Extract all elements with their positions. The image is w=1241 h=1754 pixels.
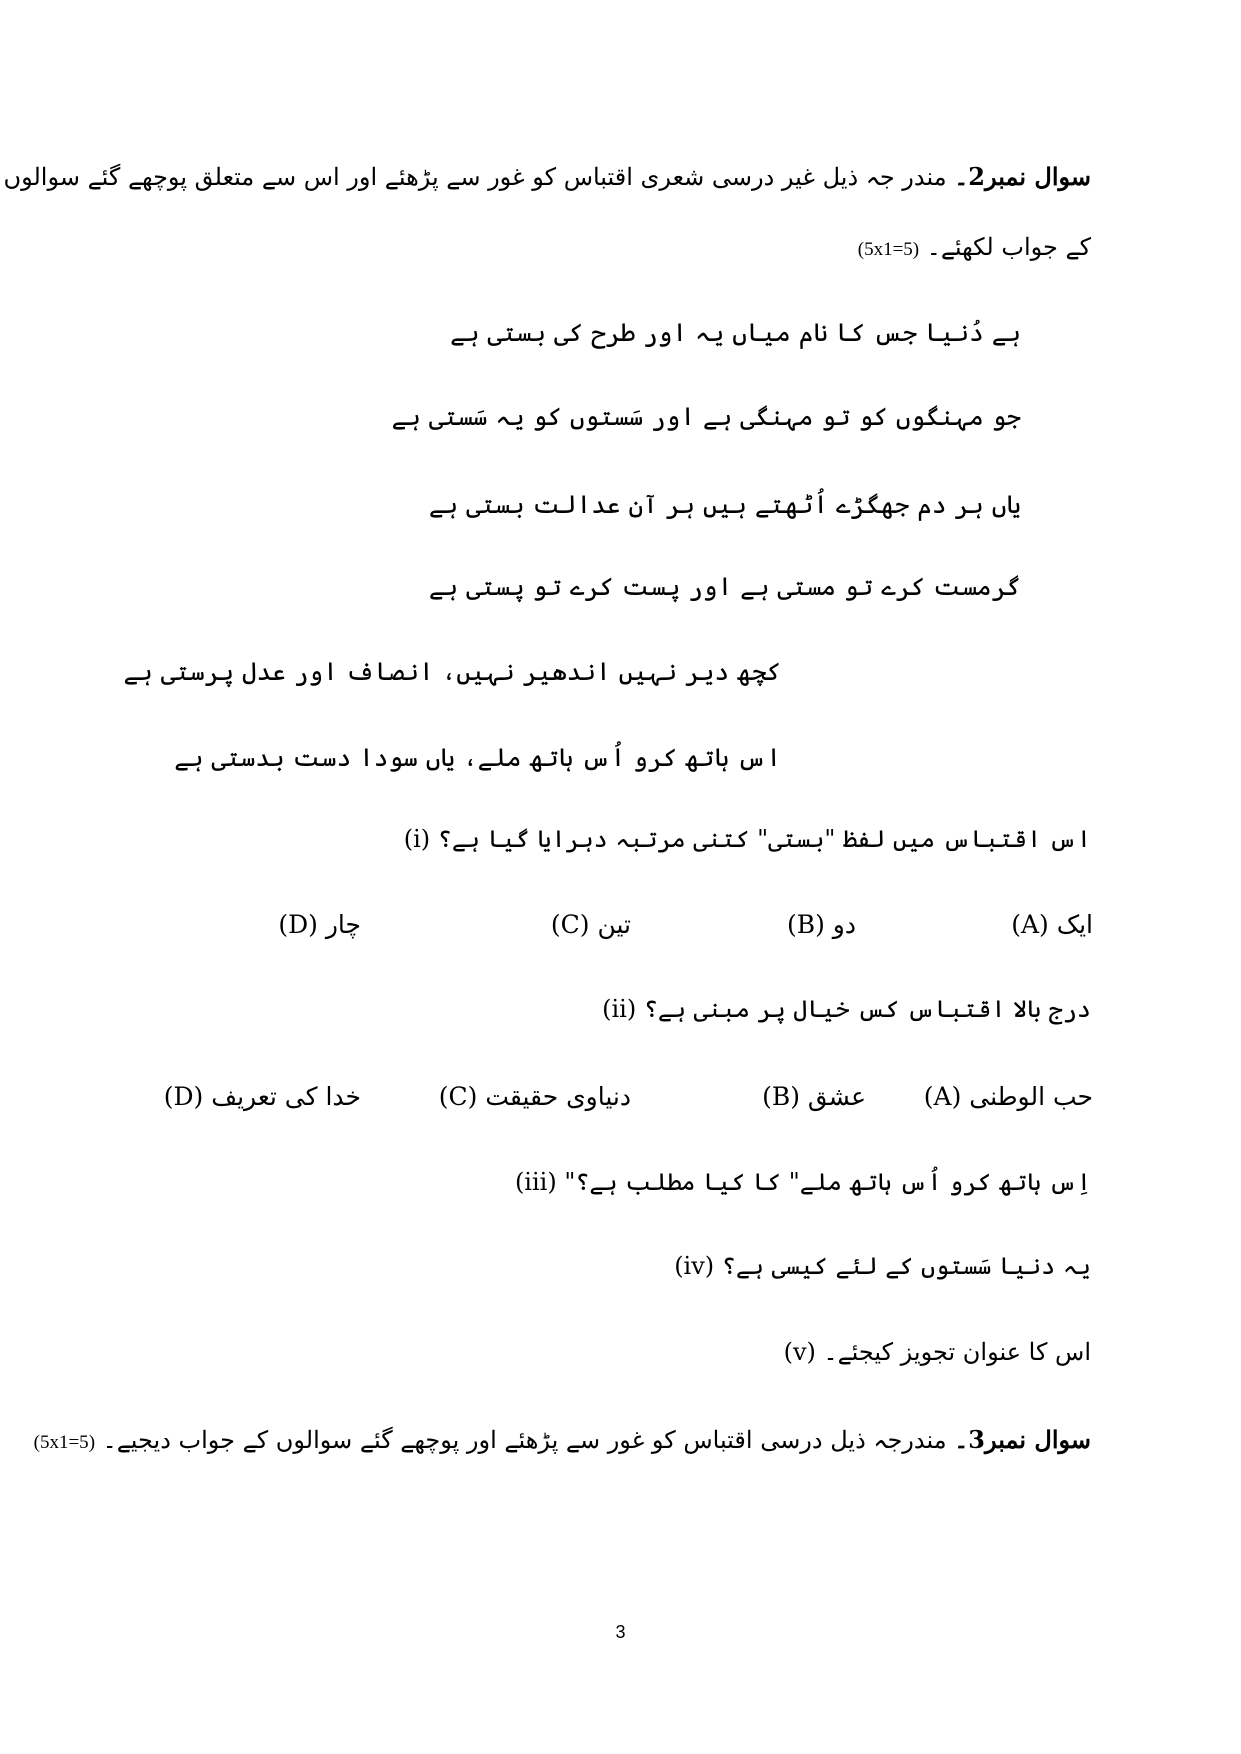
question-2-text: مندر جہ ذیل غیر درسی شعری اقتباس کو غور سے پڑھئے اور اس سے متعلق پوچھے گئے سوالوں [3,163,947,191]
option-d: (D) چار [278,910,361,939]
verse-line: اس ہاتھ کرو اُس ہاتھ ملے، یاں سودا دست بدستی ہے [174,743,781,772]
verse-line: کچھ دیر نہیں اندھیر نہیں، انصاف اور عدل پرستی ہے [123,657,781,686]
option-b: (B) دو [786,910,856,939]
question-2-label: سوال نمبر2۔ [954,162,1091,191]
question-3-marks: (5x1=5) [33,1432,96,1453]
option-c: (C) تین [550,910,631,939]
page-number: 3 [615,1622,626,1642]
sub-question-5: (v) اس کا عنوان تجویز کیجئے۔ [783,1338,1091,1366]
question-2-line-1 [3,162,1091,191]
option-d: (D) خدا کی تعریف [163,1082,361,1111]
sub-question-3: (iii) "اِس ہاتھ کرو اُس ہاتھ ملے" کا کیا مطلب ہے؟ [514,1168,1091,1196]
sub-question-2: (ii) درج بالا اقتباس کس خیال پر مبنی ہے؟ [602,995,1091,1023]
question-2-answer-label: کے جواب لکھئے۔ [926,233,1091,261]
verse-line: ہے دُنیا جس کا نام میاں یہ اور طرح کی بستی ہے [450,318,1021,347]
verse-line: جو مہنگوں کو تو مہنگی ہے اور سَستوں کو یہ سَستی ہے [391,402,1021,431]
question-2-marks: (5x1=5) [857,239,920,260]
sub-question-1: (i) اس اقتباس میں لفظ "بستی" کتنی مرتبہ دہرایا گیا ہے؟ [403,825,1091,853]
question-3-line [34,1425,1091,1454]
verse-line: یاں ہر دم جھگڑے اُٹھتے ہیں ہر آن عدالت بستی ہے [428,490,1021,519]
option-c: (C) دنیاوی حقیقت [438,1082,631,1111]
option-b: (B) عشق [762,1082,866,1111]
question-3-label: سوال نمبر3۔ [954,1425,1091,1454]
option-a: (A) حب الوطنی [923,1082,1093,1111]
verse-line: گرمست کرے تو مستی ہے اور پست کرے تو پستی ہے [428,572,1021,601]
sub-question-4: (iv) یہ دنیا سَستوں کے لئے کیسی ہے؟ [674,1252,1091,1280]
option-a: (A) ایک [1011,910,1093,939]
question-2-line-2 [858,233,1091,261]
question-3-text: مندرجہ ذیل درسی اقتباس کو غور سے پڑھئے اور پوچھے گئے سوالوں کے جواب دیجیے۔ [102,1426,947,1454]
